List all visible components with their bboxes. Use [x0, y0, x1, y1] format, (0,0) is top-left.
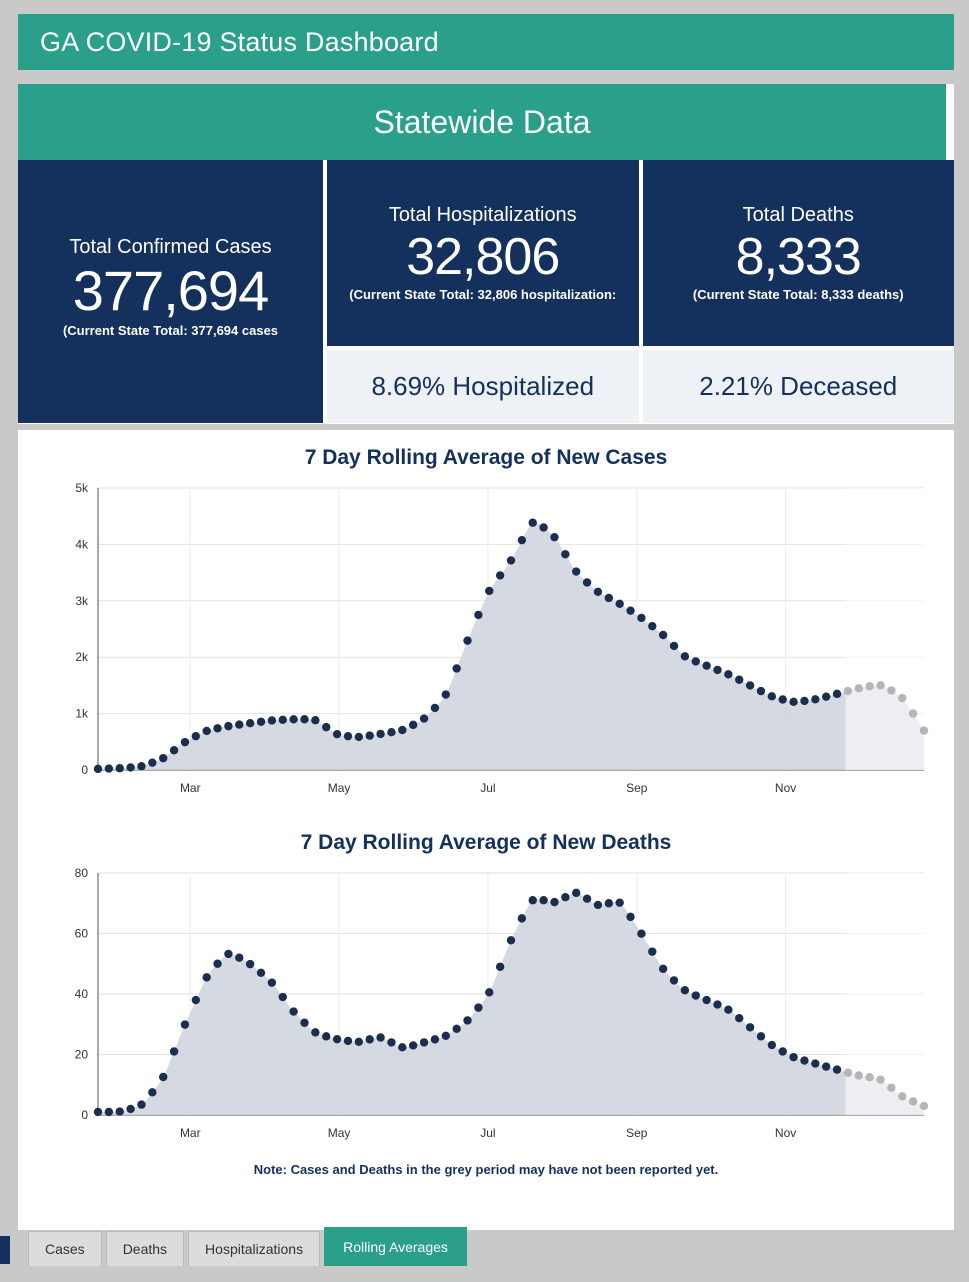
- svg-text:May: May: [327, 781, 351, 795]
- page-title: GA COVID-19 Status Dashboard: [40, 26, 439, 57]
- svg-text:Sep: Sep: [626, 1126, 648, 1140]
- charts-panel: [18, 430, 954, 1230]
- stat-deaths-label: Total Deaths: [742, 204, 854, 226]
- stat-deaths-sub: (Current State Total: 8,333 deaths): [692, 287, 904, 302]
- chart-deaths-svg: [18, 855, 954, 1155]
- svg-text:40: 40: [74, 987, 88, 1001]
- statewide-stats-row: [18, 160, 954, 423]
- app-header: [18, 14, 954, 70]
- svg-text:4k: 4k: [75, 537, 88, 552]
- statewide-panel: [18, 84, 954, 424]
- svg-text:Mar: Mar: [179, 1126, 201, 1140]
- chart-title-deaths: 7 Day Rolling Average of New Deaths: [300, 831, 672, 854]
- svg-text:Nov: Nov: [774, 1126, 797, 1140]
- svg-text:3k: 3k: [75, 593, 88, 608]
- svg-text:80: 80: [74, 866, 88, 880]
- svg-text:0: 0: [81, 1108, 88, 1122]
- stat-card-hospitalizations: [327, 160, 639, 346]
- svg-text:May: May: [327, 1126, 351, 1140]
- tab-hospitalizations[interactable]: Hospitalizations: [188, 1231, 320, 1266]
- left-margin: [0, 0, 16, 1282]
- stat-hosp-label: Total Hospitalizations: [388, 204, 577, 226]
- svg-text:60: 60: [74, 926, 88, 941]
- svg-text:1k: 1k: [75, 706, 88, 721]
- svg-text:20: 20: [74, 1047, 88, 1062]
- chart-cases-svg: [18, 470, 954, 810]
- svg-text:5k: 5k: [75, 481, 88, 495]
- statewide-title: Statewide Data: [18, 84, 946, 160]
- svg-text:Sep: Sep: [626, 781, 648, 795]
- corner-marker: [0, 1236, 10, 1264]
- stat-cases-label: Total Confirmed Cases: [69, 235, 272, 258]
- svg-text:Mar: Mar: [179, 781, 201, 795]
- stat-hosp-sub: (Current State Total: 32,806 hospitalization:: [349, 287, 617, 302]
- tab-deaths[interactable]: Deaths: [106, 1231, 184, 1266]
- stat-right-group: [327, 160, 954, 423]
- tab-cases[interactable]: Cases: [28, 1231, 102, 1266]
- stat-card-deaths: [643, 160, 955, 346]
- stat-cases-sub: (Current State Total: 377,694 cases: [62, 322, 279, 338]
- tab-rolling-averages[interactable]: Rolling Averages: [324, 1227, 467, 1266]
- pct-deceased: 2.21% Deceased: [643, 350, 955, 423]
- chart-cases: [18, 470, 954, 815]
- tab-bar: [28, 1227, 467, 1266]
- svg-text:Jul: Jul: [480, 1126, 496, 1140]
- chart-deaths: [18, 855, 954, 1160]
- stat-deaths-value: 8,333: [735, 228, 861, 286]
- percentage-row: [327, 350, 954, 423]
- stat-cases-value: 377,694: [72, 258, 269, 322]
- pct-hospitalized: 8.69% Hospitalized: [327, 350, 639, 423]
- chart-note: Note: Cases and Deaths in the grey period may have not been reported yet.: [253, 1162, 719, 1177]
- svg-text:0: 0: [81, 763, 88, 777]
- stat-hosp-value: 32,806: [406, 228, 560, 286]
- svg-text:2k: 2k: [75, 650, 88, 665]
- chart-title-cases: 7 Day Rolling Average of New Cases: [304, 446, 668, 469]
- svg-text:Nov: Nov: [774, 781, 797, 795]
- svg-text:Jul: Jul: [480, 781, 496, 795]
- stat-card-cases: [18, 160, 323, 423]
- stat-top-two: [327, 160, 954, 346]
